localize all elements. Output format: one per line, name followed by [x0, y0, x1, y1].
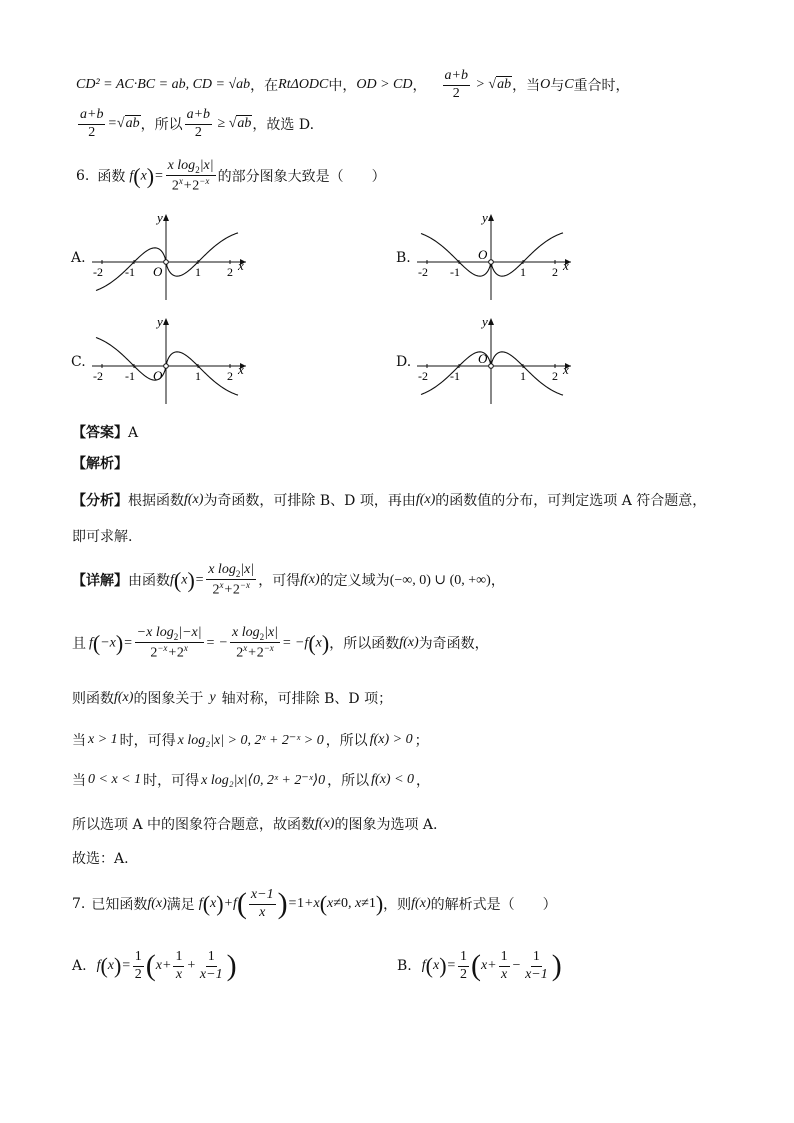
x-tick-label: -2 — [93, 265, 103, 279]
option-letter: A. — [72, 958, 87, 974]
fenxi-label: 【分析】 — [72, 493, 128, 509]
option-d-graph[interactable] — [413, 314, 583, 409]
text: 的图象关于 — [133, 691, 204, 707]
text: ，所以 — [325, 733, 368, 749]
amgm-conclusion: $\frac{a+b}{2}$ ≥ √ab — [186, 107, 252, 140]
text: 轴对称，可排除 B、D 项； — [221, 691, 393, 707]
cd-expression: CD² = AC·BC = ab, CD = √ab — [76, 77, 251, 92]
open-point — [164, 364, 169, 369]
option-d-label[interactable]: D. — [396, 354, 412, 370]
amgm-inequality: $\frac{a+b}{2}$ > √ab — [444, 68, 512, 101]
fx-symbol: f(x) — [315, 816, 335, 831]
x-tick-label: 2 — [227, 369, 233, 383]
y-axis-arrow — [163, 318, 169, 325]
x-axis-label: x — [238, 362, 244, 377]
answer-value: A — [128, 425, 139, 441]
text: 且 — [72, 636, 86, 652]
point-c: C — [564, 77, 574, 92]
detail-line-5 — [72, 766, 430, 794]
detail-line-2 — [72, 622, 489, 664]
text: ，所以 — [327, 773, 370, 789]
x-tick-label: 2 — [552, 265, 558, 279]
text: 的函数值的分布，可判定选项 A 符合题意， — [435, 493, 707, 509]
detail-line-7: 故选：A. — [72, 851, 129, 867]
x-tick-label: -2 — [418, 265, 428, 279]
text: ，所以函数 — [329, 636, 400, 652]
result: f(x) > 0 — [369, 732, 413, 747]
x-tick-label: -2 — [418, 369, 428, 383]
text: 与 — [550, 78, 565, 94]
detail-line-4 — [72, 726, 429, 754]
answer-line — [72, 422, 138, 442]
fx-symbol: f(x) — [415, 492, 436, 507]
text: 的定义域为 — [319, 573, 390, 589]
detail-line-6 — [72, 810, 437, 838]
question-7-stem — [72, 882, 557, 926]
x-tick-label: 1 — [195, 265, 201, 279]
fx-symbol: f(x) — [300, 572, 320, 587]
x-axis-label: x — [563, 362, 569, 377]
domain: (−∞, 0) ∪ (0, +∞) — [389, 572, 491, 588]
option-a-graph[interactable] — [88, 210, 258, 305]
x-tick-label: -2 — [93, 369, 103, 383]
x-axis-label: x — [238, 258, 244, 273]
result: f(x) < 0 — [371, 772, 415, 787]
text: ； — [414, 733, 429, 749]
x-axis-label: x — [563, 258, 569, 273]
fenxi-line-2: 即可求解. — [72, 529, 133, 545]
text: 的图象为选项 A. — [334, 817, 438, 833]
point-o: O — [540, 77, 551, 92]
option-b-formula: f(x)= $\frac{1}{2}$ (x+ $\frac{1}{x}$ − $\frac{1}{x-1}$ ) — [421, 949, 562, 982]
inequality: x log₂|x| > 0, 2ˣ + 2⁻ˣ > 0 — [177, 732, 324, 748]
x-tick-label: 1 — [520, 369, 526, 383]
option-c-graph[interactable] — [88, 314, 258, 409]
option-a-formula: f(x)= $\frac{1}{2}$ (x+ $\frac{1}{x}$ + $\frac{1}{x-1}$ ) — [96, 949, 237, 982]
y-axis-label: y — [482, 314, 488, 329]
detail-line-1 — [72, 560, 505, 600]
fenxi-line-1 — [72, 486, 706, 514]
odd-function-derivation: f(−x)= $\frac{-x \log_2|-x|}{2^{-x}+2^x}$ = − $\frac{x \log_2|x|}{2^x+2^{-x}}$ = −f(x) — [89, 624, 330, 661]
x-tick-label: -1 — [125, 265, 135, 279]
text: 重合时， — [573, 78, 630, 94]
solution-line-2 — [76, 106, 314, 142]
text: 满足 — [166, 897, 195, 913]
text: 函数 — [97, 169, 126, 185]
text: 所以选项 A 中的图象符合题意，故函数 — [72, 817, 316, 833]
option-letter: B. — [397, 958, 412, 974]
origin-label: O — [153, 264, 163, 279]
od-gt-cd: OD > CD — [356, 77, 413, 92]
text: 则函数 — [72, 691, 114, 707]
origin-label: O — [153, 368, 163, 383]
text: 由函数 — [128, 573, 170, 589]
text: ， — [416, 773, 431, 789]
y-axis-arrow — [488, 214, 494, 221]
inequality: x log₂|x|⟨0, 2ˣ + 2⁻ˣ⟩0 — [201, 772, 326, 788]
y-axis-arrow — [163, 214, 169, 221]
x-tick-label: -1 — [450, 369, 460, 383]
question-number: 6. — [76, 168, 90, 184]
triangle-odc: RtΔODC — [278, 77, 329, 92]
text: ，所以 — [140, 117, 183, 133]
fx-symbol: f(x) — [399, 635, 419, 650]
question-6-stem — [76, 156, 386, 196]
solution-line-1 — [76, 70, 630, 100]
function-curve — [421, 352, 563, 395]
analysis-label: 【解析】 — [72, 456, 128, 472]
text: 的解析式是（ ） — [430, 897, 557, 913]
text: 已知函数 — [91, 897, 148, 913]
function-definition: f(x)= $\frac{x \log_2|x|}{2^x+2^{-x}}$ — [129, 157, 214, 194]
option-b-graph[interactable] — [413, 210, 583, 305]
option-b-label[interactable]: B. — [396, 250, 411, 266]
text: 中， — [328, 78, 357, 94]
q7-option-a[interactable] — [72, 944, 237, 988]
y-axis-label: y — [157, 210, 163, 225]
text: ，可得 — [258, 573, 301, 589]
text: ，当 — [512, 78, 541, 94]
function-curve — [421, 233, 563, 276]
function-definition: f(x)= $\frac{x \log_2|x|}{2^x+2^{-x}}$ — [170, 561, 255, 598]
text: 时，可得 — [119, 733, 176, 749]
fx-symbol: f(x) — [184, 492, 204, 507]
functional-equation: f(x)+f( $\frac{x-1}{x}$ )=1+x(x≠0, x≠1) — [198, 887, 384, 920]
option-c-label[interactable]: C. — [71, 354, 86, 370]
text: ， — [490, 573, 505, 589]
open-point — [164, 260, 169, 265]
x-tick-label: 2 — [227, 265, 233, 279]
x-tick-label: -1 — [125, 369, 135, 383]
open-point — [489, 364, 494, 369]
open-point — [489, 260, 494, 265]
condition: x > 1 — [88, 732, 118, 747]
fx-symbol: f(x) — [147, 896, 167, 911]
q7-option-b[interactable] — [397, 944, 562, 988]
text: 为奇函数，可排除 B、D 项，再由 — [203, 493, 416, 509]
x-tick-label: 1 — [520, 265, 526, 279]
y-axis-label: y — [482, 210, 488, 225]
detail-label: 【详解】 — [72, 573, 128, 589]
text: 当 — [72, 733, 86, 749]
text: ，在 — [250, 78, 279, 94]
text: 为奇函数， — [418, 636, 489, 652]
condition: 0 < x < 1 — [88, 772, 142, 787]
option-a-label[interactable]: A. — [71, 250, 86, 266]
text: ，则 — [383, 897, 412, 913]
text: 的部分图象大致是（ ） — [217, 169, 386, 185]
origin-label: O — [478, 351, 488, 366]
y-axis-arrow — [488, 318, 494, 325]
text: 时，可得 — [143, 773, 200, 789]
text: ，故选 D. — [252, 117, 315, 133]
text: ， — [412, 78, 427, 94]
amgm-equality: $\frac{a+b}{2}$ =√ab — [80, 107, 140, 140]
fx-symbol: f(x) — [114, 690, 134, 705]
answer-label: 【答案】 — [72, 425, 128, 441]
y-symbol: y — [209, 690, 216, 705]
text: 当 — [72, 773, 86, 789]
fx-symbol: f(x) — [411, 896, 431, 911]
x-tick-label: 2 — [552, 369, 558, 383]
text: 根据函数 — [128, 493, 184, 509]
detail-line-3 — [72, 684, 392, 712]
x-tick-label: -1 — [450, 265, 460, 279]
question-number: 7. — [72, 896, 86, 912]
y-axis-label: y — [157, 314, 163, 329]
x-tick-label: 1 — [195, 369, 201, 383]
origin-label: O — [478, 247, 488, 262]
